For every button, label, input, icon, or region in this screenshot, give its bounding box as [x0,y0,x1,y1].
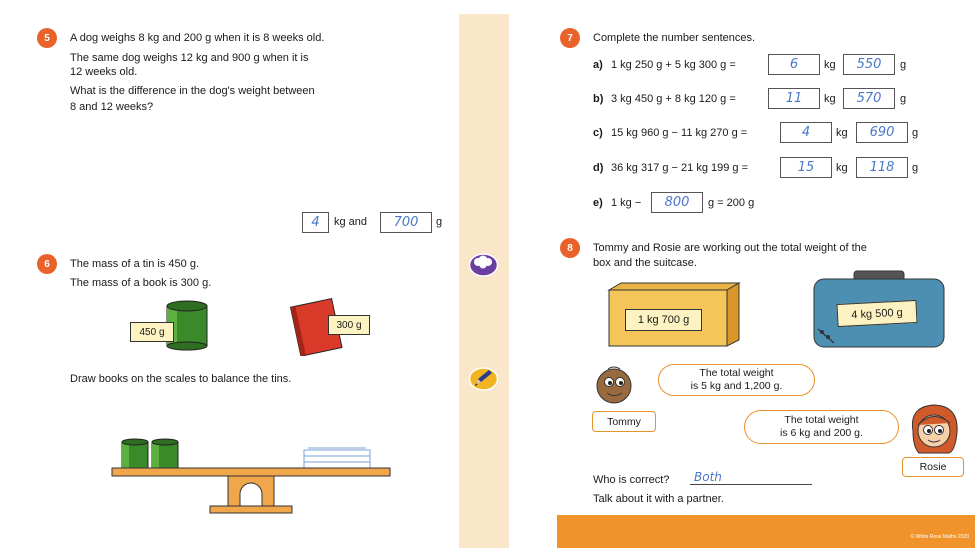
q5-g-label: g [436,216,443,228]
q7c-expression: 15 kg 960 g − 11 kg 270 g = [611,127,748,139]
rosie-name-tag: Rosie [902,457,964,477]
balance-scale [108,432,394,516]
book-label: 300 g [328,315,370,335]
scale-tin-2 [152,439,178,468]
q7b-expression: 3 kg 450 g + 8 kg 120 g = [611,93,736,105]
q7d-g-unit: g [912,162,919,174]
q5-text-line3: 12 weeks old. [70,66,138,78]
q5-kg-answer-box[interactable]: 4 [302,212,329,233]
q7c-g-unit: g [912,127,919,139]
q7c-kg-unit: kg [836,127,848,139]
tommy-bubble-line1: The total weight [699,367,774,379]
scale-tin-1 [122,439,148,468]
q5-text-line4: What is the difference in the dog's weight between [70,85,315,97]
q7e-prefix: 1 kg − [611,197,642,209]
q8-text-line1: Tommy and Rosie are working out the total weight of the [593,242,867,254]
q6-text-line2: The mass of a book is 300 g. [70,277,212,289]
tommy-name-tag: Tommy [592,411,656,432]
tommy-bubble-line2: is 5 kg and 1,200 g. [690,380,783,392]
q5-kg-and-label: kg and [334,216,368,228]
question-8-badge: 8 [560,238,580,258]
q7a-g-box[interactable]: 550 [843,54,895,75]
q8-who-correct: Who is correct? [593,474,670,486]
q7e-letter: e) [593,197,603,209]
q7e-g-box[interactable]: 800 [651,192,703,213]
q7a-letter: a) [593,59,603,71]
copyright-text: © White Rose Maths 2020 [910,534,969,540]
tommy-avatar [592,364,638,406]
q7c-g-box[interactable]: 690 [856,122,908,143]
q7d-letter: d) [593,162,604,174]
q7d-g-box[interactable]: 118 [856,157,908,178]
q5-text-line1: A dog weighs 8 kg and 200 g when it is 8 weeks old. [70,32,325,44]
q7a-expression: 1 kg 250 g + 5 kg 300 g = [611,59,736,71]
q6-instruction: Draw books on the scales to balance the tins. [70,373,292,385]
suitcase-label: 4 kg 500 g [836,300,917,327]
q7-intro: Complete the number sentences. [593,32,756,44]
thinking-icon [467,250,500,278]
rosie-speech-bubble [744,410,899,444]
q7a-kg-box[interactable]: 6 [768,54,820,75]
q5-text-line2: The same dog weighs 12 kg and 900 g when it is [70,52,309,64]
q7b-kg-box[interactable]: 11 [768,88,820,109]
rosie-bubble-line1: The total weight [784,414,859,426]
page-footer [557,515,975,548]
q6-text-line1: The mass of a tin is 450 g. [70,258,200,270]
q8-answer-line[interactable]: Both [690,470,812,485]
q7a-kg-unit: kg [824,59,836,71]
q7b-kg-unit: kg [824,93,836,105]
q7b-g-box[interactable]: 570 [843,88,895,109]
q7d-kg-unit: kg [836,162,848,174]
box-label: 1 kg 700 g [625,309,702,331]
tommy-speech-bubble [658,364,815,396]
q7d-kg-box[interactable]: 15 [780,157,832,178]
q7b-letter: b) [593,93,604,105]
question-7-badge: 7 [560,28,580,48]
rosie-avatar [903,401,965,457]
pencil-icon [467,365,500,393]
page-gutter [459,14,509,548]
q5-text-line5: 8 and 12 weeks? [70,101,154,113]
q8-text-line2: box and the suitcase. [593,257,697,269]
q7b-g-unit: g [900,93,907,105]
q8-talk-prompt: Talk about it with a partner. [593,493,724,505]
q5-g-answer-box[interactable]: 700 [380,212,432,233]
question-5-badge: 5 [37,28,57,48]
q7c-letter: c) [593,127,603,139]
rosie-bubble-line2: is 6 kg and 200 g. [780,427,863,439]
question-6-badge: 6 [37,254,57,274]
q7c-kg-box[interactable]: 4 [780,122,832,143]
tin-label: 450 g [130,322,174,342]
q7a-g-unit: g [900,59,907,71]
q7d-expression: 36 kg 317 g − 21 kg 199 g = [611,162,749,174]
q7e-suffix: g = 200 g [708,197,755,209]
